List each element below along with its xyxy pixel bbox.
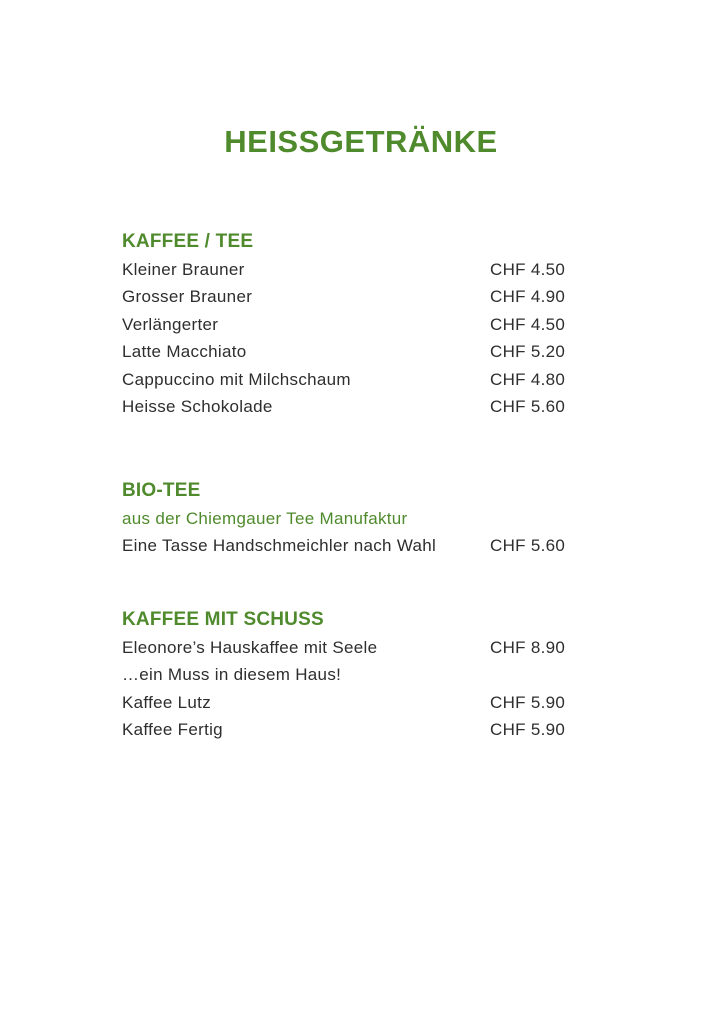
item-name: Kaffee Lutz xyxy=(122,692,211,712)
item-note: …ein Muss in diesem Haus! xyxy=(122,665,342,685)
menu-item xyxy=(122,283,582,310)
item-name: Verlängerter xyxy=(122,314,219,334)
section-heading: KAFFEE / TEE xyxy=(122,231,254,252)
section-subtitle: aus der Chiemgauer Tee Manufaktur xyxy=(122,509,408,528)
section-kaffee-mit-schuss xyxy=(122,606,582,744)
menu-item xyxy=(122,716,582,743)
menu-item xyxy=(122,366,582,393)
menu-item xyxy=(122,393,582,420)
item-name: Kleiner Brauner xyxy=(122,260,245,279)
item-price: CHF 5.60 xyxy=(490,536,566,556)
item-price: CHF 4.50 xyxy=(490,260,566,279)
item-name: Eine Tasse Handschmeichler nach Wahl xyxy=(122,536,437,556)
item-name: Kaffee Fertig xyxy=(122,720,223,740)
item-price: CHF 4.80 xyxy=(490,369,566,389)
menu-item xyxy=(122,256,582,283)
menu-item xyxy=(122,532,582,559)
item-price: CHF 5.90 xyxy=(490,692,566,712)
section-bio-tee xyxy=(122,477,582,560)
menu-item xyxy=(122,338,582,365)
section-heading: BIO-TEE xyxy=(122,480,201,501)
item-name: Cappuccino mit Milchschaum xyxy=(122,369,351,389)
item-price: CHF 5.60 xyxy=(490,396,566,416)
menu-item xyxy=(122,311,582,338)
section-heading: KAFFEE MIT SCHUSS xyxy=(122,609,324,630)
item-name: Latte Macchiato xyxy=(122,342,247,362)
item-name: Heisse Schokolade xyxy=(122,396,273,416)
page-title: HEISSGETRÄNKE xyxy=(224,124,498,159)
item-price: CHF 5.90 xyxy=(490,720,566,740)
menu-item xyxy=(122,634,582,661)
item-name: Grosser Brauner xyxy=(122,287,253,307)
item-price: CHF 5.20 xyxy=(490,342,566,362)
item-price: CHF 8.90 xyxy=(490,638,566,657)
item-name: Eleonore’s Hauskaffee mit Seele xyxy=(122,638,378,657)
item-price: CHF 4.90 xyxy=(490,287,566,307)
menu-item xyxy=(122,689,582,716)
section-kaffee-tee xyxy=(122,228,582,420)
item-price: CHF 4.50 xyxy=(490,314,566,334)
